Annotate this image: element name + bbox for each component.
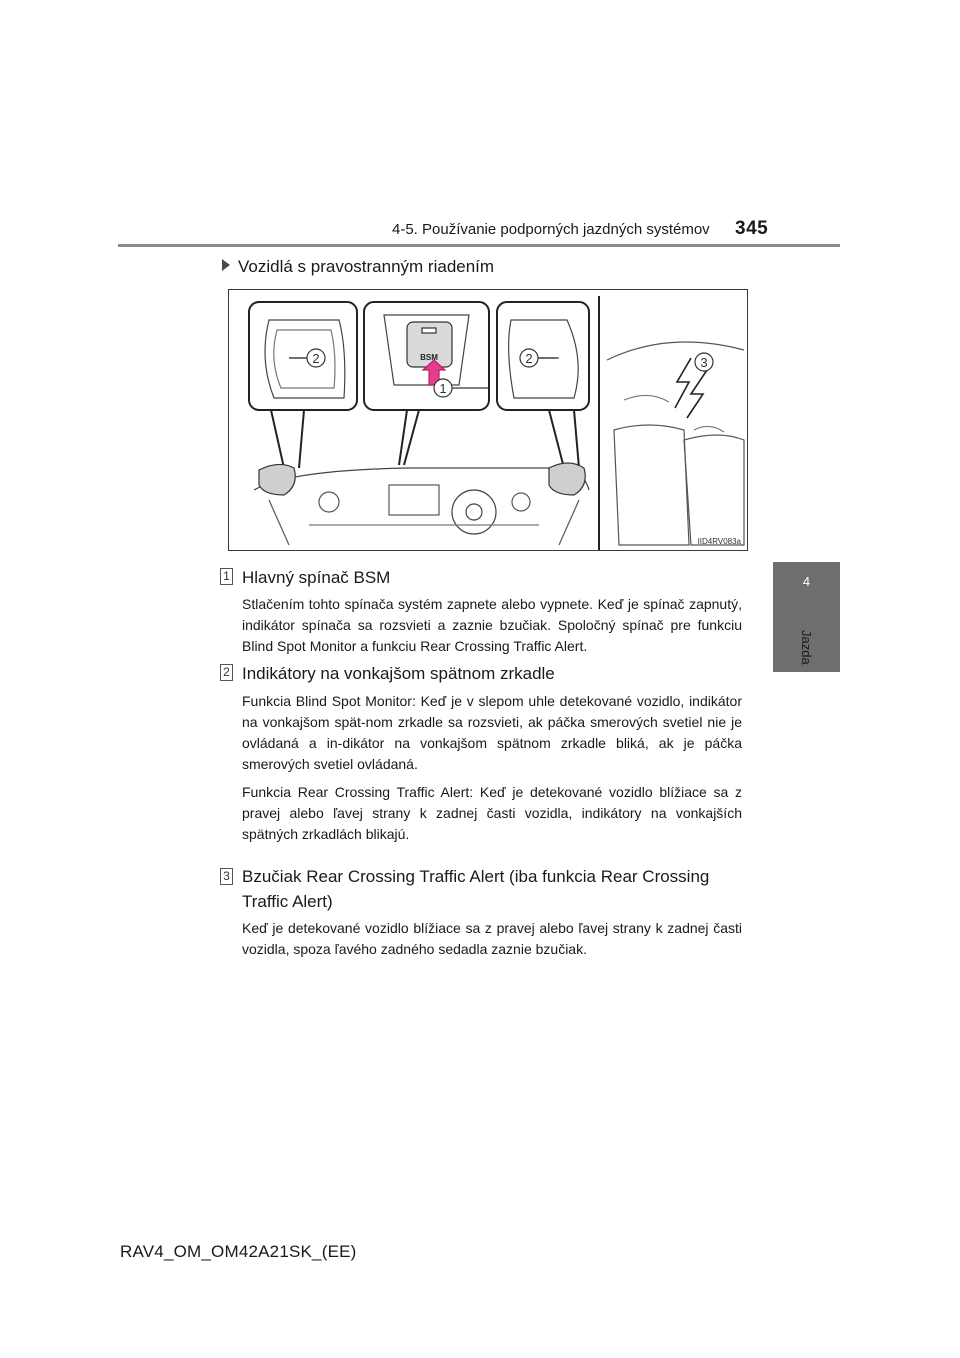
section-heading-text: Vozidlá s pravostranným riadením: [238, 257, 495, 276]
item-body-3: [242, 918, 742, 967]
header-rule: [118, 244, 840, 247]
svg-text:2: 2: [312, 351, 320, 366]
callout-3: [695, 353, 713, 371]
header-section-title: 4-5. Používanie podporných jazdných systémov: [392, 221, 710, 238]
figure-code: IID4RV083a: [697, 537, 741, 546]
svg-text:2: 2: [525, 351, 533, 366]
callout-2-right: [520, 349, 557, 367]
dashboard-illustration: [229, 290, 748, 551]
page-number: 345: [735, 218, 769, 239]
callout-1: [434, 379, 489, 397]
item-body-2: [242, 691, 742, 852]
svg-text:1: 1: [439, 381, 447, 396]
chapter-number: 4: [802, 574, 811, 589]
item-number-1: 1: [220, 568, 233, 585]
item-2-paragraph-1: Funkcia Blind Spot Monitor: Keď je v slepom uhle detekované vozidlo, indikátor na vonkajšom spät-nom zrkadle sa rozsvieti, ak páčka smerových svetiel nie je ovládaná a in-dikátor na vonkajšom spätnom zrkadle bliká, ak je páčka smerových svetiel ovládaná.: [242, 693, 742, 772]
section-heading: [222, 257, 494, 277]
triangle-bullet-icon: [222, 259, 230, 271]
bsm-button-label: BSM: [420, 353, 438, 362]
item-number-3: 3: [220, 868, 233, 885]
item-1-paragraph: Stlačením tohto spínača systém zapnete alebo vypnete. Keď je spínač zapnutý, indikátor spínača sa rozsvieti a zaznie bzučiak. Spoločný spínač pre funkciu Blind Spot Monitor a funkciu Rear Crossing Traffic Alert.: [242, 596, 742, 654]
item-title-1: Hlavný spínač BSM: [242, 568, 391, 587]
illustration: [228, 289, 748, 551]
item-2-paragraph-2: Funkcia Rear Crossing Traffic Alert: Keď je detekované vozidlo blížiace sa z pravej alebo ľavej strany k zadnej časti vozidla, indikátory na vonkajších spätných zrkadlách blikajú.: [242, 784, 742, 842]
callout-2-left: [289, 349, 325, 367]
svg-text:3: 3: [700, 355, 708, 370]
item-3-paragraph: Keď je detekované vozidlo blížiace sa z pravej alebo ľavej strany k zadnej časti vozidla, spoza ľavého zadného sedadla zaznie bzučiak.: [242, 920, 742, 957]
footer-manual-code: RAV4_OM_OM42A21SK_(EE): [120, 1242, 357, 1261]
chapter-label: Jazda: [799, 630, 814, 665]
item-body-1: [242, 594, 742, 664]
item-title-3: Bzučiak Rear Crossing Traffic Alert (iba funkcia Rear Crossing Traffic Alert): [242, 867, 710, 911]
item-number-2: 2: [220, 664, 233, 681]
item-title-2: Indikátory na vonkajšom spätnom zrkadle: [242, 664, 555, 683]
